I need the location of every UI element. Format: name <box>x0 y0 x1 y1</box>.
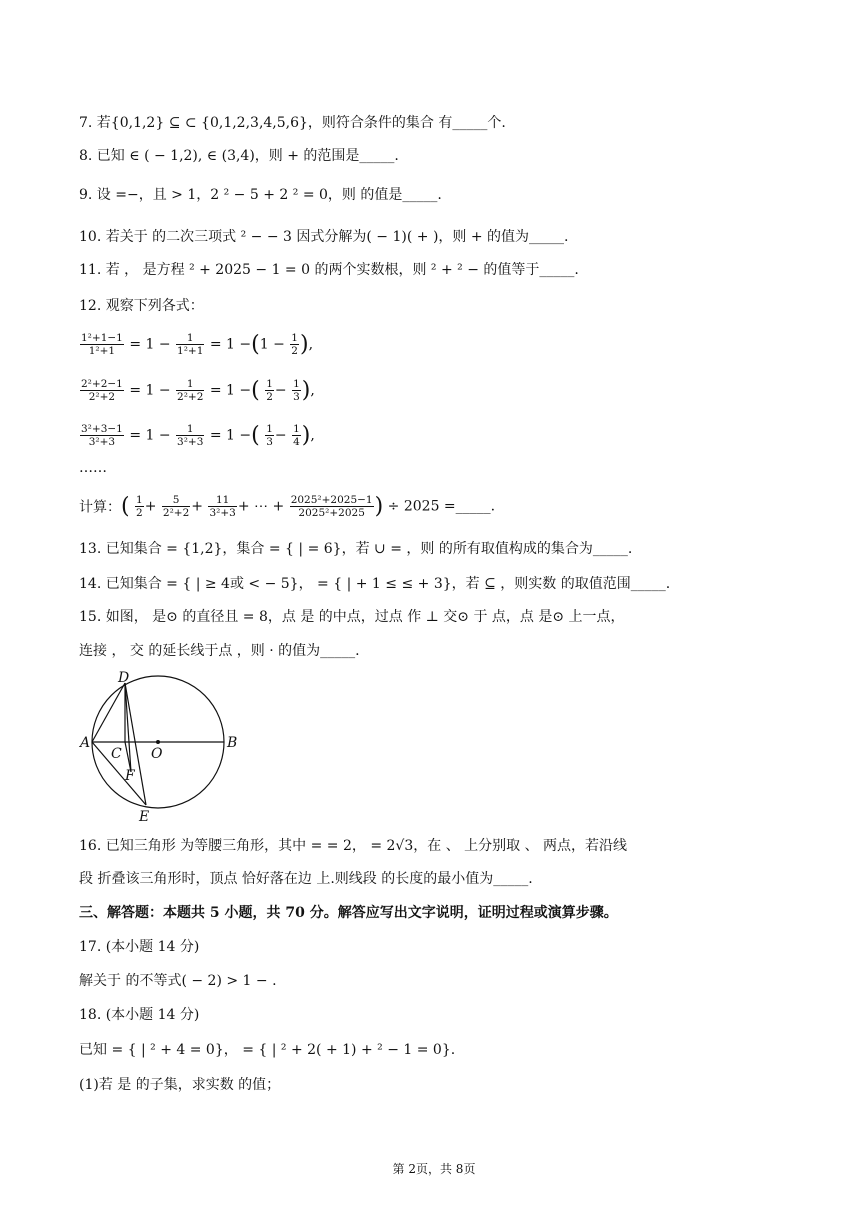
label-b: B <box>227 735 238 751</box>
fraction: $\frac{1}{3}$ <box>266 423 273 448</box>
fraction: $\frac{\text{1²+1−1}}{\text{1²+1}}$ <box>81 332 123 357</box>
question-7: 7. 若{0,1,2} ⊆ ⊂ {0,1,2,3,4,5,6}，则符合条件的集合 有_____个. <box>79 115 506 131</box>
label-d: D <box>118 670 130 686</box>
label-c: C <box>111 746 122 762</box>
q12-row-3: $\frac{\text{3²+3−1}}{\text{3²+3}}$ = 1 − $\frac{1}{\text{3²+3}}$ = 1 −( $\frac{1}{3}$ − $\frac{1}{4}$ ), <box>81 423 315 448</box>
question-13: 13. 已知集合 = {1,2}，集合 = { | = 6}，若 ∪ = ，则 的所有取值构成的集合为_____. <box>79 541 633 557</box>
question-8: 8. 已知 ∈ ( − 1,2), ∈ (3,4)，则 + 的范围是_____. <box>79 148 399 164</box>
question-12-title: 12. 观察下列各式： <box>79 298 204 314</box>
question-18-part-1: (1)若 是 的子集，求实数 的值； <box>79 1077 281 1093</box>
q12-dots: …… <box>79 460 107 476</box>
fraction: $\frac{\text{2²+2−1}}{\text{2²+2}}$ <box>81 378 123 403</box>
fraction: $\frac{\text{3²+3−1}}{\text{3²+3}}$ <box>81 423 123 448</box>
question-16-line-2: 段 折叠该三角形时，顶点 恰好落在边 上.则线段 的长度的最小值为_____. <box>79 871 533 887</box>
question-16-line-1: 16. 已知三角形 为等腰三角形，其中 = = 2， = 2√3，在 、 上分别取 、 两点，若沿线 <box>79 838 628 854</box>
question-17-heading: 17. (本小题 14 分) <box>79 939 200 955</box>
fraction: $\frac{1}{2}$ <box>136 494 143 519</box>
center-point <box>156 740 160 744</box>
q12-row-1: $\frac{\text{1²+1−1}}{\text{1²+1}}$ = 1 − $\frac{1}{\text{1²+1}}$ = 1 −(1 − $\frac{1}{2}$ ), <box>81 332 314 357</box>
question-15-line-1: 15. 如图， 是⊙ 的直径且 = 8，点 是 的中点，过点 作 ⊥ 交⊙ 于 点，点 是⊙ 上一点， <box>79 609 625 625</box>
question-17-body: 解关于 的不等式( − 2) > 1 − . <box>79 973 277 989</box>
fraction: $\frac{1}{\text{1²+1}}$ <box>177 332 204 357</box>
question-9: 9. 设 =−，且 > 1，2 ² − 5 + 2 ² = 0，则 的值是_____. <box>79 187 442 203</box>
label-e: E <box>139 809 150 825</box>
label-a: A <box>80 735 91 751</box>
fraction: $\frac{5}{\text{2²+2}}$ <box>162 494 190 519</box>
line-de <box>125 683 146 805</box>
question-18-heading: 18. (本小题 14 分) <box>79 1007 200 1023</box>
question-18-body: 已知 = { | ² + 4 = 0}， = { | ² + 2( + 1) + ² − 1 = 0}. <box>79 1042 456 1058</box>
page-footer: 第 2页，共 8页 <box>392 1162 476 1176</box>
fraction: $\frac{\text{2025²+2025−1}}{\text{2025²+2025}}$ <box>290 494 373 519</box>
fraction: $\frac{1}{2}$ <box>266 378 273 403</box>
line-ad <box>92 683 125 742</box>
label-o: O <box>151 746 163 762</box>
circle-figure <box>78 670 248 830</box>
fraction: $\frac{1}{2}$ <box>291 332 298 357</box>
question-14: 14. 已知集合 = { | ≥ 4或 < − 5}， = { | + 1 ≤ ≤ + 3}，若 ⊆ ，则实数 的取值范围_____. <box>79 576 671 592</box>
section-3-heading: 三、解答题：本题共 5 小题，共 70 分。解答应写出文字说明，证明过程或演算步骤。 <box>79 905 618 921</box>
q12-row-2: $\frac{\text{2²+2−1}}{\text{2²+2}}$ = 1 − $\frac{1}{\text{2²+2}}$ = 1 −( $\frac{1}{2}$ − $\frac{1}{3}$ ), <box>81 378 315 403</box>
fraction: $\frac{11}{\text{3²+3}}$ <box>209 494 236 519</box>
fraction: $\frac{1}{4}$ <box>293 423 300 448</box>
question-15-line-2: 连接 ， 交 的延长线于点 ，则 · 的值为_____. <box>79 643 360 659</box>
fraction: $\frac{1}{3}$ <box>293 378 300 403</box>
q12-calc: 计算：( $\frac{1}{2}$ + $\frac{5}{\text{2²+2}}$ + $\frac{11}{\text{3²+3}}$ + ⋯ + $\frac{\text{2025²+2025−1}}{\text{2025²+2025}}$ ) ÷ 2025 =_____. <box>79 494 496 519</box>
fraction: $\frac{1}{\text{2²+2}}$ <box>177 378 204 403</box>
fraction: $\frac{1}{\text{3²+3}}$ <box>177 423 204 448</box>
label-f: F <box>125 768 135 784</box>
question-11: 11. 若 ， 是方程 ² + 2025 − 1 = 0 的两个实数根，则 ² + ² − 的值等于_____. <box>79 262 579 278</box>
question-10: 10. 若关于 的二次三项式 ² − − 3 因式分解为( − 1)( + )，则 + 的值为_____. <box>79 229 569 245</box>
